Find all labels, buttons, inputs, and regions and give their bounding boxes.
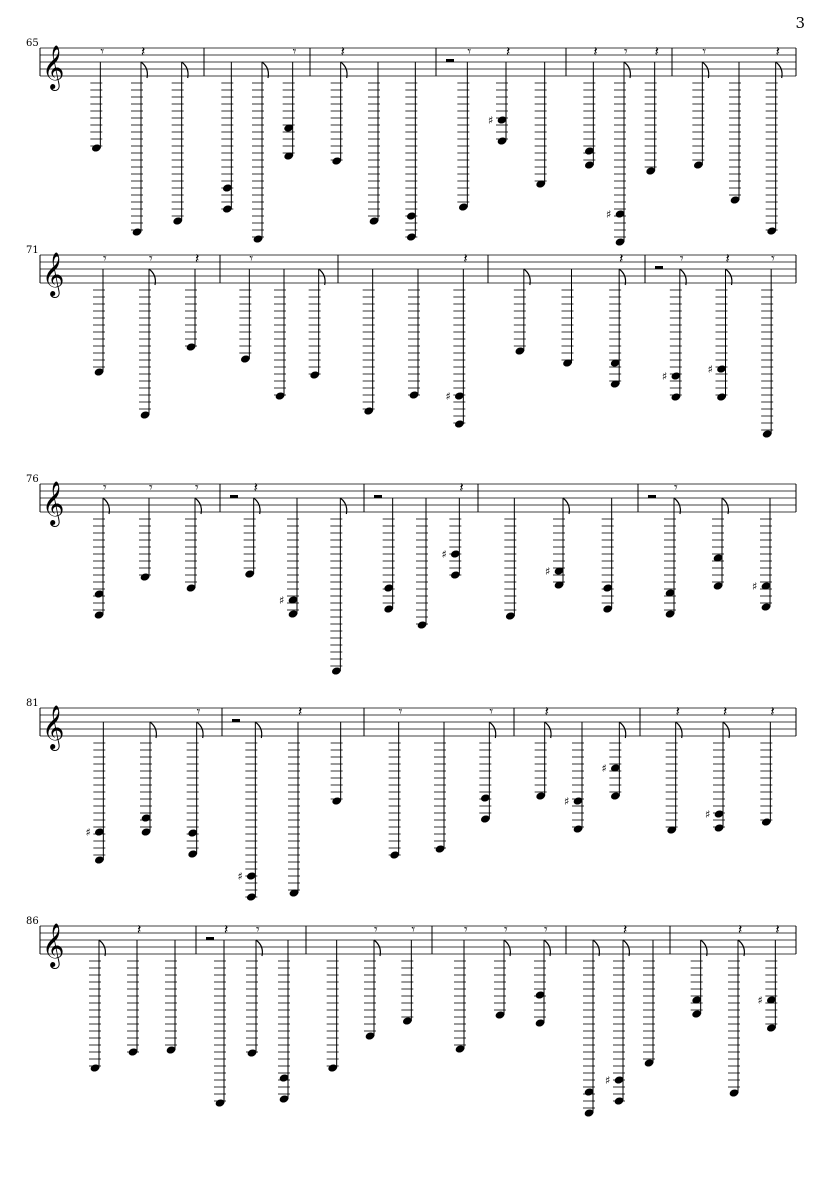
measure-number: 86 <box>26 916 39 927</box>
eighth-rest-icon: 𝄾 <box>195 480 199 496</box>
eighth-rest-icon: 𝄽 <box>224 922 229 938</box>
sharp-icon: ♯ <box>564 795 570 808</box>
eighth-rest-icon: 𝄾 <box>411 922 416 938</box>
eighth-rest-icon: 𝄽 <box>775 922 780 938</box>
eighth-rest-icon: 𝄾 <box>103 251 107 267</box>
half-rest-icon <box>206 937 214 940</box>
page-number: 3 <box>795 14 805 32</box>
sharp-icon: ♯ <box>752 580 758 593</box>
half-rest-icon <box>232 719 240 722</box>
eighth-rest-icon: 𝄽 <box>253 480 258 496</box>
half-rest-icon <box>230 495 238 498</box>
eighth-rest-icon: 𝄾 <box>674 480 678 496</box>
eighth-rest-icon: 𝄾 <box>467 44 472 60</box>
eighth-rest-icon: 𝄾 <box>464 922 468 938</box>
eighth-rest-icon: 𝄽 <box>725 251 730 267</box>
eighth-rest-icon: 𝄾 <box>624 44 628 60</box>
measure-number: 81 <box>26 698 39 709</box>
eighth-rest-icon: 𝄽 <box>675 704 680 720</box>
sharp-icon: ♯ <box>488 114 494 127</box>
eighth-rest-icon: 𝄽 <box>775 44 780 60</box>
eighth-rest-icon: 𝄾 <box>398 704 403 720</box>
eighth-rest-icon: 𝄾 <box>196 704 201 720</box>
eighth-rest-icon: 𝄾 <box>249 251 254 267</box>
half-rest-icon <box>648 495 656 498</box>
eighth-rest-icon: 𝄾 <box>292 44 297 60</box>
treble-clef-icon: 𝄞 <box>42 45 65 89</box>
measure-number: 71 <box>26 245 39 256</box>
sharp-icon: ♯ <box>606 208 612 221</box>
eighth-rest-icon: 𝄾 <box>771 251 775 267</box>
sharp-icon: ♯ <box>237 870 243 883</box>
eighth-rest-icon: 𝄾 <box>374 922 378 938</box>
eighth-rest-icon: 𝄽 <box>340 44 345 60</box>
eighth-rest-icon: 𝄾 <box>544 922 548 938</box>
eighth-rest-icon: 𝄾 <box>489 704 494 720</box>
eighth-rest-icon: 𝄽 <box>141 44 146 60</box>
sharp-icon: ♯ <box>605 1074 611 1087</box>
half-rest-icon <box>655 266 663 269</box>
measure-number: 76 <box>26 474 39 485</box>
eighth-rest-icon: 𝄾 <box>100 44 105 60</box>
half-rest-icon <box>374 495 382 498</box>
sharp-icon: ♯ <box>661 370 668 383</box>
eighth-rest-icon: 𝄽 <box>544 704 549 720</box>
eighth-rest-icon: 𝄾 <box>103 480 107 496</box>
eighth-rest-icon: 𝄽 <box>195 251 200 267</box>
treble-clef-icon: 𝄞 <box>42 252 65 296</box>
measure-number: 65 <box>26 38 39 49</box>
eighth-rest-icon: 𝄾 <box>149 251 153 267</box>
eighth-rest-icon: 𝄾 <box>679 251 684 267</box>
sharp-icon: ♯ <box>279 594 285 607</box>
eighth-rest-icon: 𝄽 <box>619 251 624 267</box>
eighth-rest-icon: 𝄽 <box>459 480 464 496</box>
eighth-rest-icon: 𝄽 <box>738 922 743 938</box>
treble-clef-icon: 𝄞 <box>42 481 65 525</box>
eighth-rest-icon: 𝄽 <box>770 704 775 720</box>
eighth-rest-icon: 𝄾 <box>504 922 508 938</box>
treble-clef-icon: 𝄞 <box>42 923 65 967</box>
eighth-rest-icon: 𝄽 <box>623 922 628 938</box>
sharp-icon: ♯ <box>757 994 763 1007</box>
eighth-rest-icon: 𝄽 <box>723 704 728 720</box>
eighth-rest-icon: 𝄽 <box>506 44 511 60</box>
sharp-icon: ♯ <box>445 390 451 403</box>
eighth-rest-icon: 𝄾 <box>256 922 260 938</box>
eighth-rest-icon: 𝄽 <box>593 44 598 60</box>
eighth-rest-icon: 𝄽 <box>298 704 303 720</box>
half-rest-icon <box>446 59 454 62</box>
sharp-icon: ♯ <box>707 363 713 376</box>
eighth-rest-icon: 𝄽 <box>654 44 659 60</box>
sharp-icon: ♯ <box>441 548 447 561</box>
sharp-icon: ♯ <box>545 565 551 578</box>
eighth-rest-icon: 𝄽 <box>137 922 142 938</box>
eighth-rest-icon: 𝄾 <box>149 480 153 496</box>
eighth-rest-icon: 𝄾 <box>702 44 707 60</box>
sharp-icon: ♯ <box>85 826 91 839</box>
treble-clef-icon: 𝄞 <box>42 705 65 749</box>
sharp-icon: ♯ <box>705 808 711 821</box>
sharp-icon: ♯ <box>601 762 607 775</box>
eighth-rest-icon: 𝄽 <box>463 251 468 267</box>
